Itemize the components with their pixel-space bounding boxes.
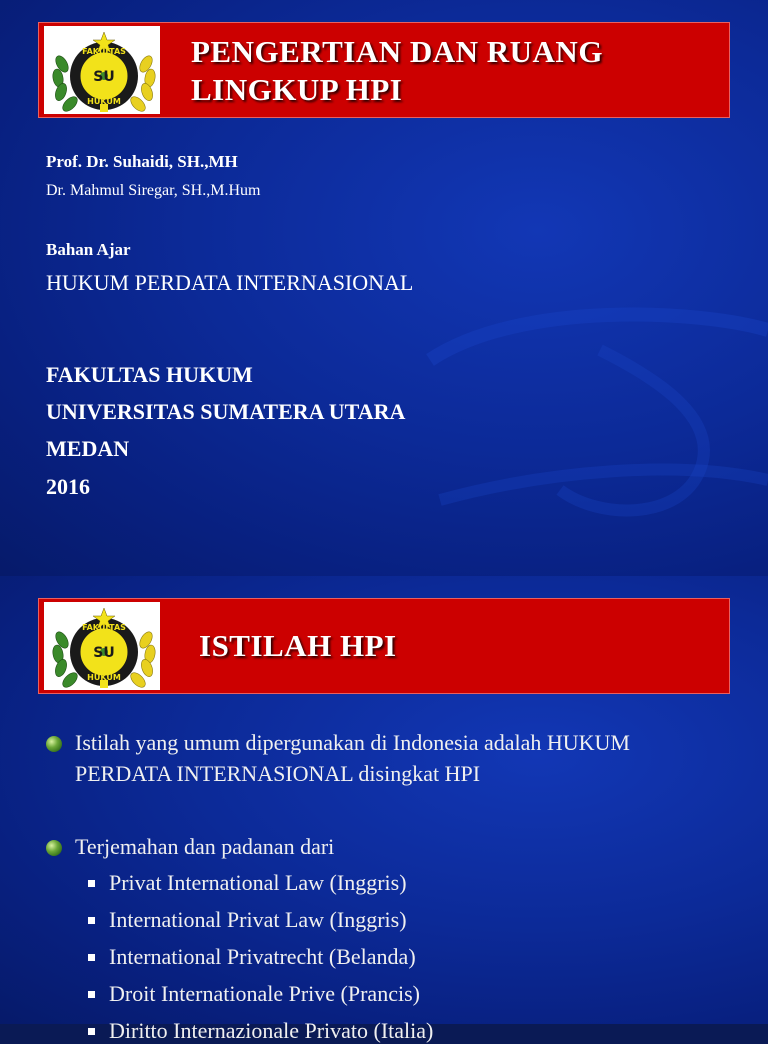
bullet-1-line-1: Istilah yang umum dipergunakan di Indonesia adalah HUKUM (75, 730, 630, 755)
subject-label: Bahan Ajar (46, 240, 131, 259)
logo-letters: SU (93, 645, 115, 661)
sub-item: Droit Internationale Prive (Prancis) (109, 981, 420, 1006)
logo-top-text: FAKULTAS (82, 47, 126, 56)
faculty-logo (44, 26, 160, 114)
sub-item: Diritto Internazionale Privato (Italia) (109, 1018, 434, 1043)
sub-item: Privat International Law (Inggris) (109, 870, 407, 895)
author-2: Dr. Mahmul Siregar, SH.,M.Hum (46, 182, 261, 199)
faculty-logo (44, 602, 160, 690)
subject-name: HUKUM PERDATA INTERNASIONAL (46, 270, 414, 295)
globe-bullet-icon (46, 736, 62, 752)
logo-bottom-text: HUKUM (87, 97, 121, 106)
title-line-1: PENGERTIAN DAN RUANG (191, 34, 603, 69)
logo-letters: SU (93, 69, 115, 85)
bullet-2: Terjemahan dan padanan dari (75, 834, 335, 859)
logo-bottom-text: HUKUM (87, 673, 121, 682)
year: 2016 (46, 474, 90, 499)
sub-item: International Privatrecht (Belanda) (109, 944, 416, 969)
title-line-2: LINGKUP HPI (191, 72, 403, 107)
author-1: Prof. Dr. Suhaidi, SH.,MH (46, 152, 238, 171)
square-bullet-icon (88, 954, 95, 961)
square-bullet-icon (88, 880, 95, 887)
globe-bullet-icon (46, 840, 62, 856)
faculty-name: FAKULTAS HUKUM (46, 362, 253, 387)
university-name: UNIVERSITAS SUMATERA UTARA (46, 399, 406, 424)
sub-item: International Privat Law (Inggris) (109, 907, 407, 932)
slide-title: ISTILAH HPI (199, 628, 397, 663)
title-banner (38, 22, 730, 118)
title-banner (38, 598, 730, 694)
square-bullet-icon (88, 991, 95, 998)
square-bullet-icon (88, 1028, 95, 1035)
slide-istilah (0, 576, 768, 1043)
slide-title (191, 33, 721, 109)
city-name: MEDAN (46, 436, 130, 461)
square-bullet-icon (88, 917, 95, 924)
bullet-1-line-2: PERDATA INTERNASIONAL disingkat HPI (75, 761, 481, 786)
bullet-1 (75, 727, 735, 789)
logo-top-text: FAKULTAS (82, 623, 126, 632)
